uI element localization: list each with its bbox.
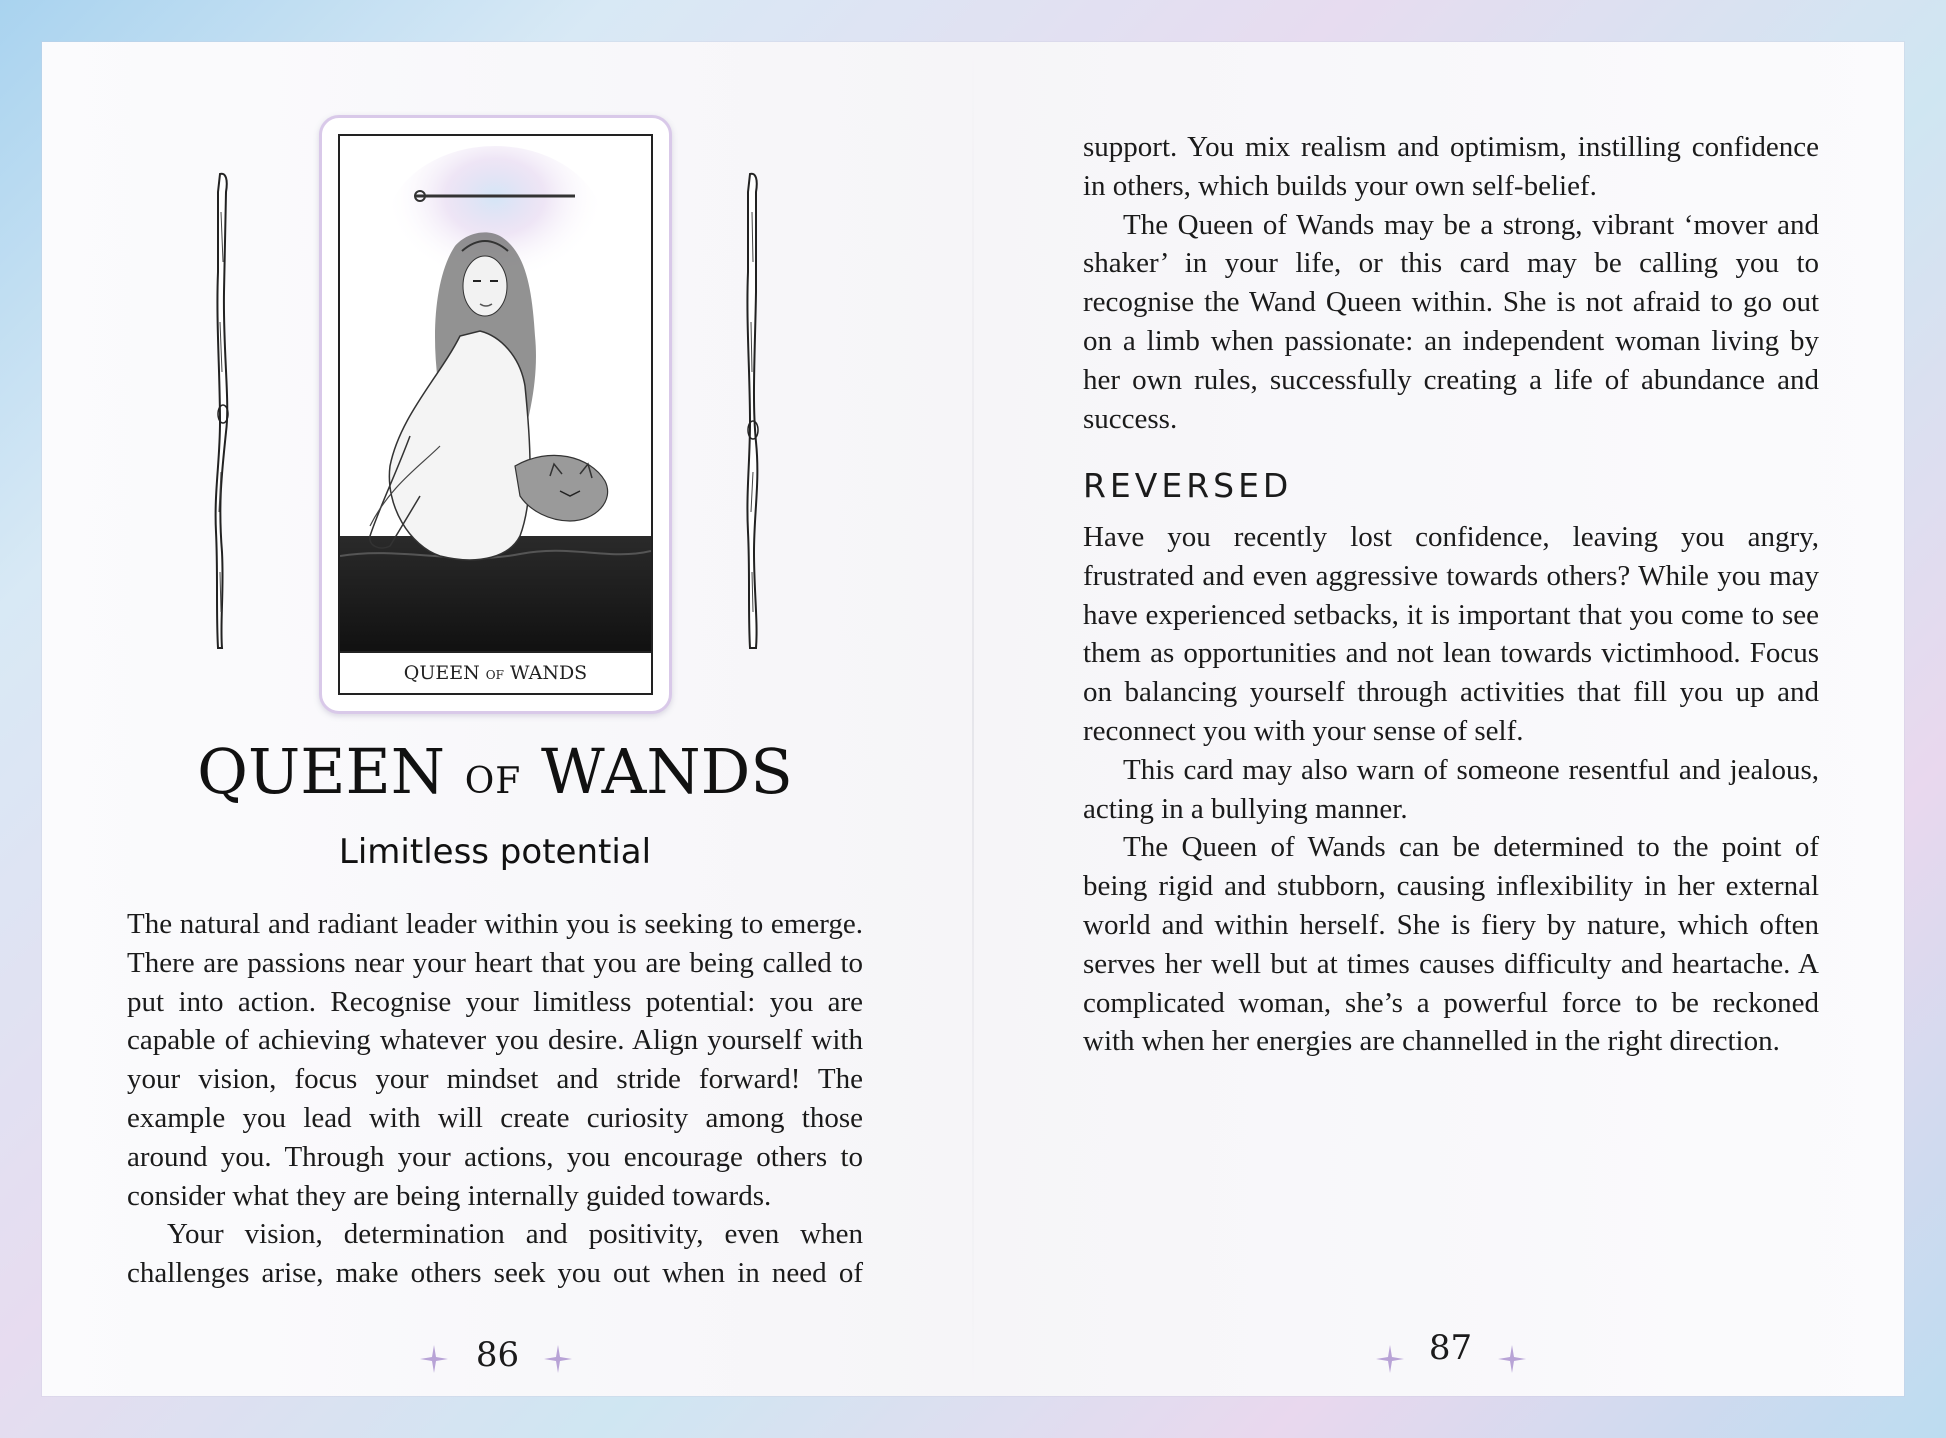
paragraph: The natural and radiant leader within you is seeking to emerge. There are passions near your heart that you are being called to put into action. Recognise your limitless potential: you are capable of achieving whatever you desire. Align yourself with your vision, focus your mindset and stride forward! The example you lead with will create curiosity among those around you. Through your actions, you encourage others to consider what they are being internally guided towards. xyxy=(127,908,863,1212)
queen-of-wands-illustration xyxy=(340,136,651,652)
page-number-left: 86 xyxy=(475,1335,520,1375)
card-name-label: QUEEN OF WANDS xyxy=(340,651,651,693)
paragraph: The Queen of Wands can be determined to the point of being rigid and stubborn, causing inflexibility in her external world and within herself. She is fiery by nature, which often serves her well but at times causes difficulty and heartache. A complicated woman, she’s a powerful force to be reckoned with when her energies are channelled in the right direction. xyxy=(1083,831,1819,1058)
card-frame xyxy=(338,134,653,695)
card-subtitle: Limitless potential xyxy=(338,832,652,872)
right-body-text-bottom xyxy=(1083,518,1819,1061)
paragraph: Have you recently lost confidence, leaving you angry, frustrated and even aggressive towards others? While you may have experienced setbacks, it is important that you come to see them as opportunities and not lean towards victimhood. Focus on balancing yourself through activities that fill you up and reconnect you with your sense of self. xyxy=(1083,521,1819,747)
four-point-star-icon xyxy=(544,1345,572,1373)
four-point-star-icon xyxy=(420,1345,448,1373)
paragraph: support. You mix realism and optimism, instilling confidence in others, which builds your own self-belief. xyxy=(1083,131,1819,202)
paragraph: The Queen of Wands may be a strong, vibrant ‘mover and shaker’ in your life, or this card may be calling you to recognise the Wand Queen within. She is not afraid to go out on a limb when passionate: an independent woman living by her own rules, successfully creating a life of abundance and success. xyxy=(1083,208,1819,435)
four-point-star-icon xyxy=(1498,1345,1526,1373)
book-spine xyxy=(972,42,974,1396)
page-number-right: 87 xyxy=(1428,1328,1473,1368)
wand-icon-right xyxy=(740,172,764,652)
paragraph: This card may also warn of someone resentful and jealous, acting in a bullying manner. xyxy=(1083,753,1819,825)
card-title: QUEEN OF WANDS xyxy=(197,735,793,808)
four-point-star-icon xyxy=(1376,1345,1404,1373)
tarot-card xyxy=(319,115,672,714)
paragraph: Your vision, determination and positivity, even when challenges arise, make others seek you out when in need of xyxy=(127,1218,863,1290)
wand-icon-left xyxy=(212,172,236,652)
right-body-text-top xyxy=(1083,128,1819,438)
section-heading-reversed: REVERSED xyxy=(1083,466,1293,505)
left-body-text xyxy=(127,905,863,1293)
